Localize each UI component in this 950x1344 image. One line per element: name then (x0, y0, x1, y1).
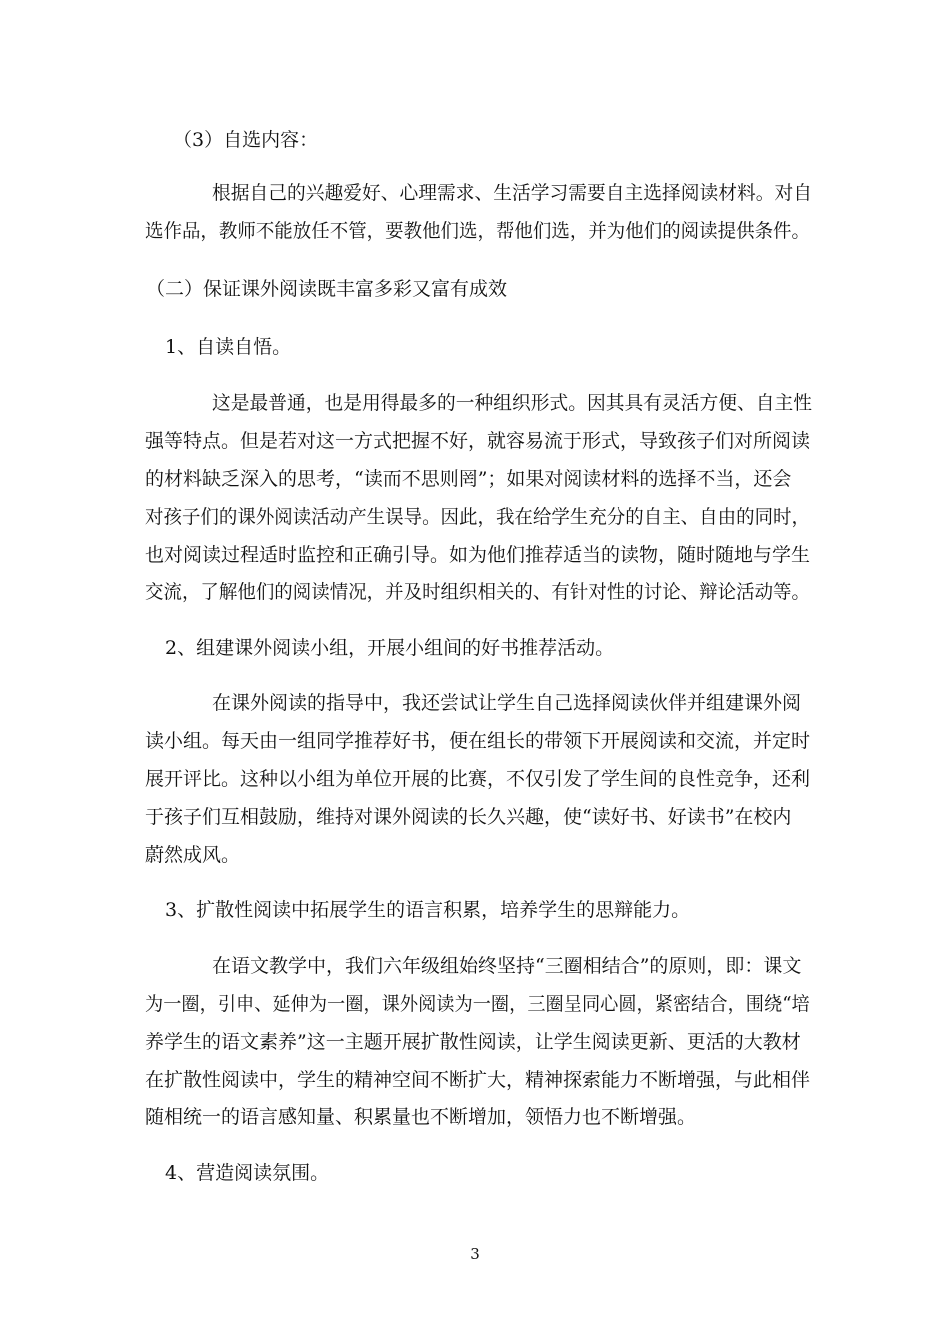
paragraph-line: 也对阅读过程适时监控和正确引导。如为他们推荐适当的读物，随时随地与学生 (145, 544, 811, 566)
paragraph-line: 读小组。每天由一组同学推荐好书，便在组长的带领下开展阅读和交流，并定时 (145, 730, 811, 752)
paragraph-line: 养学生的语文素养”这一主题开展扩散性阅读，让学生阅读更新、更活的大教材 (145, 1031, 801, 1053)
section-heading-3: 3、扩散性阅读中拓展学生的语言积累，培养学生的思辩能力。 (165, 899, 691, 921)
section-heading-4: 4、营造阅读氛围。 (165, 1162, 330, 1184)
paragraph-line: 在语文教学中，我们六年级组始终坚持“三圈相结合”的原则，即：课文 (212, 955, 802, 977)
paragraph-line: 交流，了解他们的阅读情况，并及时组织相关的、有针对性的讨论、辩论活动等。 (145, 581, 810, 603)
paragraph-line: 为一圈，引申、延伸为一圈，课外阅读为一圈，三圈呈同心圆，紧密结合，围绕“培 (145, 993, 810, 1015)
paragraph-line: 在扩散性阅读中，学生的精神空间不断扩大，精神探索能力不断增强，与此相伴 (145, 1069, 811, 1091)
paragraph-line: 随相统一的语言感知量、积累量也不断增加，领悟力也不断增强。 (145, 1106, 697, 1128)
paragraph-line: 在课外阅读的指导中，我还尝试让学生自己选择阅读伙伴并组建课外阅 (212, 692, 802, 714)
section-heading-2: 2、组建课外阅读小组，开展小组间的好书推荐活动。 (165, 637, 615, 659)
paragraph-line: 蔚然成风。 (145, 844, 241, 866)
page-number: 3 (470, 1245, 480, 1263)
section-heading-self-selected: （3）自选内容： (173, 129, 319, 151)
paragraph-line: 展开评比。这种以小组为单位开展的比赛，不仅引发了学生间的良性竞争，还利 (145, 768, 811, 790)
paragraph-line: 强等特点。但是若对这一方式把握不好，就容易流于形式，导致孩子们对所阅读 (145, 430, 811, 452)
section-heading-1: 1、自读自悟。 (165, 336, 292, 358)
paragraph-line: 这是最普通，也是用得最多的一种组织形式。因其具有灵活方便、自主性 (212, 392, 812, 414)
paragraph-line: 于孩子们互相鼓励，维持对课外阅读的长久兴趣，使“读好书、好读书”在校内 (145, 806, 792, 828)
paragraph-line: 对孩子们的课外阅读活动产生误导。因此，我在给学生充分的自主、自由的同时， (145, 506, 810, 528)
paragraph-line: 的材料缺乏深入的思考，“读而不思则罔”；如果对阅读材料的选择不当，还会 (145, 468, 792, 490)
section-heading-two: （二）保证课外阅读既丰富多彩又富有成效 (146, 278, 508, 300)
paragraph-line: 根据自己的兴趣爱好、心理需求、生活学习需要自主选择阅读材料。对自 (212, 182, 812, 204)
paragraph-line: 选作品，教师不能放任不管，要教他们选，帮他们选，并为他们的阅读提供条件。 (145, 220, 810, 242)
